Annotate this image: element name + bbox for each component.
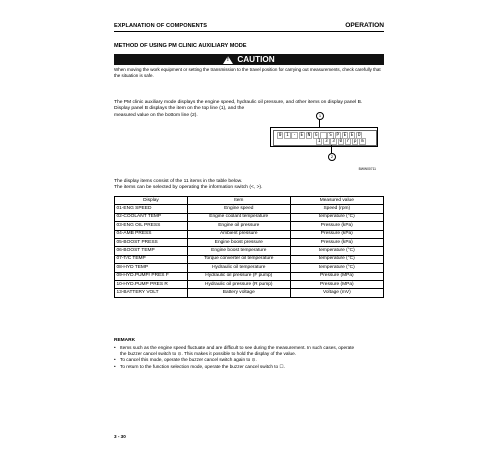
cell-item: Engine boost pressure: [187, 238, 290, 246]
header-chapter-name: OPERATION: [345, 22, 384, 29]
table-row: [115, 222, 384, 230]
lcd-char: 3: [325, 139, 328, 145]
table-intro: [114, 179, 384, 192]
lcd-screen: [273, 130, 377, 146]
display-items-table: [114, 196, 384, 298]
remark-continuation-text: the buzzer cancel switch to ⊙. This makes it possible to hold the display of the value.: [120, 351, 297, 357]
column-header-display: Display: [115, 197, 188, 205]
cell-item: Engine boost temperature: [187, 247, 290, 255]
table-row: [115, 247, 384, 255]
caution-label: CAUTION: [237, 55, 275, 64]
cell-display: 05-BOOST PRESS: [115, 238, 188, 246]
column-header-measured-value: Measured value: [290, 197, 383, 205]
table-row: [115, 289, 384, 297]
callout-2-leader: [331, 145, 332, 153]
lcd-char: 1: [286, 132, 289, 138]
table-row: [115, 255, 384, 263]
warning-triangle-icon: [223, 56, 233, 64]
header-rule: [114, 31, 384, 32]
cell-display: 08-HYD TEMP: [115, 264, 188, 272]
intro-line-2: Display panel B displays the item on the top line (1), and the: [114, 106, 245, 112]
lcd-char: E: [300, 132, 304, 138]
lcd-char: 0: [339, 139, 343, 145]
cell-measured-value: Pressure (MPa): [290, 280, 383, 288]
figure-id: BWW00711: [358, 167, 376, 171]
cell-measured-value: Pressure (MPa): [290, 272, 383, 280]
display-panel-b: [270, 127, 378, 147]
table-intro-line-1: The display items consist of the 11 items in the table below.: [114, 179, 243, 184]
callout-1: 1: [316, 112, 324, 120]
cell-measured-value: Pressure (kPa): [290, 238, 383, 246]
lcd-char: P: [336, 132, 339, 138]
table-header-row: [115, 197, 384, 205]
display-panel-figure: [270, 112, 380, 174]
cell-measured-value: Pressure (kPa): [290, 222, 383, 230]
cell-display: 02-COOLANT TEMP: [115, 213, 188, 221]
cell-measured-value: Pressure (kPa): [290, 230, 383, 238]
header-section-name: EXPLANATION OF COMPONENTS: [114, 23, 208, 29]
lcd-char: E: [343, 132, 347, 138]
cell-item: Hydraulic oil pressure (F pump): [187, 272, 290, 280]
cell-item: Engine speed: [187, 205, 290, 213]
caution-text: When moving the work equipment or setting the transmission to the travel position for carrying out measurements, check carefully that the situation is safe.: [114, 67, 381, 78]
table-row: [115, 230, 384, 238]
lcd-char: m: [361, 139, 364, 145]
lcd-char: S: [329, 132, 332, 138]
lcd-char: E: [350, 132, 354, 138]
cell-measured-value: temperature (°C): [290, 264, 383, 272]
cell-display: 10-HYD.PUMP PRES R: [115, 280, 188, 288]
remark-item: • To cancel this mode, operate the buzzer cancel switch again to ⊙.: [114, 357, 386, 363]
table-row: [115, 238, 384, 246]
table-row: [115, 264, 384, 272]
cell-measured-value: temperature (°C): [290, 247, 383, 255]
cell-display: 13-BATTERY VOLT: [115, 289, 188, 297]
cell-item: Ambient pressure: [187, 230, 290, 238]
table-row: [115, 272, 384, 280]
lcd-char: 3: [332, 139, 335, 145]
lcd-char: G: [314, 132, 318, 138]
table-intro-line-2: The items can be selected by operating the information switch (<, >).: [114, 185, 263, 191]
cell-measured-value: Voltage (mV): [290, 289, 383, 297]
cell-display: 01-ENG SPEED: [115, 205, 188, 213]
lcd-char: -: [293, 132, 296, 138]
intro-line-3: measured value on the bottom line (2).: [114, 112, 198, 118]
remark-item: • To return to the function selection mode, operate the buzzer cancel switch to ☐.: [114, 364, 386, 370]
remark-list: [114, 345, 386, 370]
cell-item: Hydraulic oil pressure (R pump): [187, 280, 290, 288]
section-title: METHOD OF USING PM CLINIC AUXILIARY MODE: [114, 43, 247, 49]
callout-2: 2: [328, 153, 336, 161]
cell-display: 07-T/C TEMP: [115, 255, 188, 263]
lcd-char: p: [353, 139, 357, 145]
lcd-char: r: [346, 139, 350, 145]
cell-item: Engine coolant temperature: [187, 213, 290, 221]
cell-item: Hydraulic oil temperature: [187, 264, 290, 272]
cell-item: Engine oil pressure: [187, 222, 290, 230]
table-row: [115, 213, 384, 221]
remark-title: REMARK: [114, 338, 136, 343]
caution-banner: [114, 54, 384, 65]
lcd-char: 1: [317, 139, 321, 145]
lcd-char: 0: [278, 132, 282, 138]
cell-item: Torque converter oil temperature: [187, 255, 290, 263]
lcd-char: N: [307, 132, 311, 138]
intro-line-1: The PM clinic auxiliary mode displays the engine speed, hydraulic oil pressure, and other items on display panel B.: [114, 100, 363, 105]
table-row: [115, 280, 384, 288]
page-number: 3 - 30: [114, 434, 126, 439]
cell-display: 04-AMB PRESS: [115, 230, 188, 238]
remark-item: • Items such as the engine speed fluctuate and are difficult to see during the measurement. In such cases, operate: [114, 345, 386, 351]
cell-item: Battery voltage: [187, 289, 290, 297]
cell-measured-value: temperature (°C): [290, 213, 383, 221]
cell-measured-value: temperature (°C): [290, 255, 383, 263]
cell-measured-value: Speed (rpm): [290, 205, 383, 213]
column-header-item: Item: [187, 197, 290, 205]
cell-display: 03-ENG OIL PRESS: [115, 222, 188, 230]
cell-display: 09-HYD.PUMP/ PRES F: [115, 272, 188, 280]
table-row: [115, 205, 384, 213]
lcd-bottom-line: [316, 138, 366, 145]
cell-display: 06-BOOST TEMP: [115, 247, 188, 255]
lcd-char: D: [357, 132, 361, 138]
